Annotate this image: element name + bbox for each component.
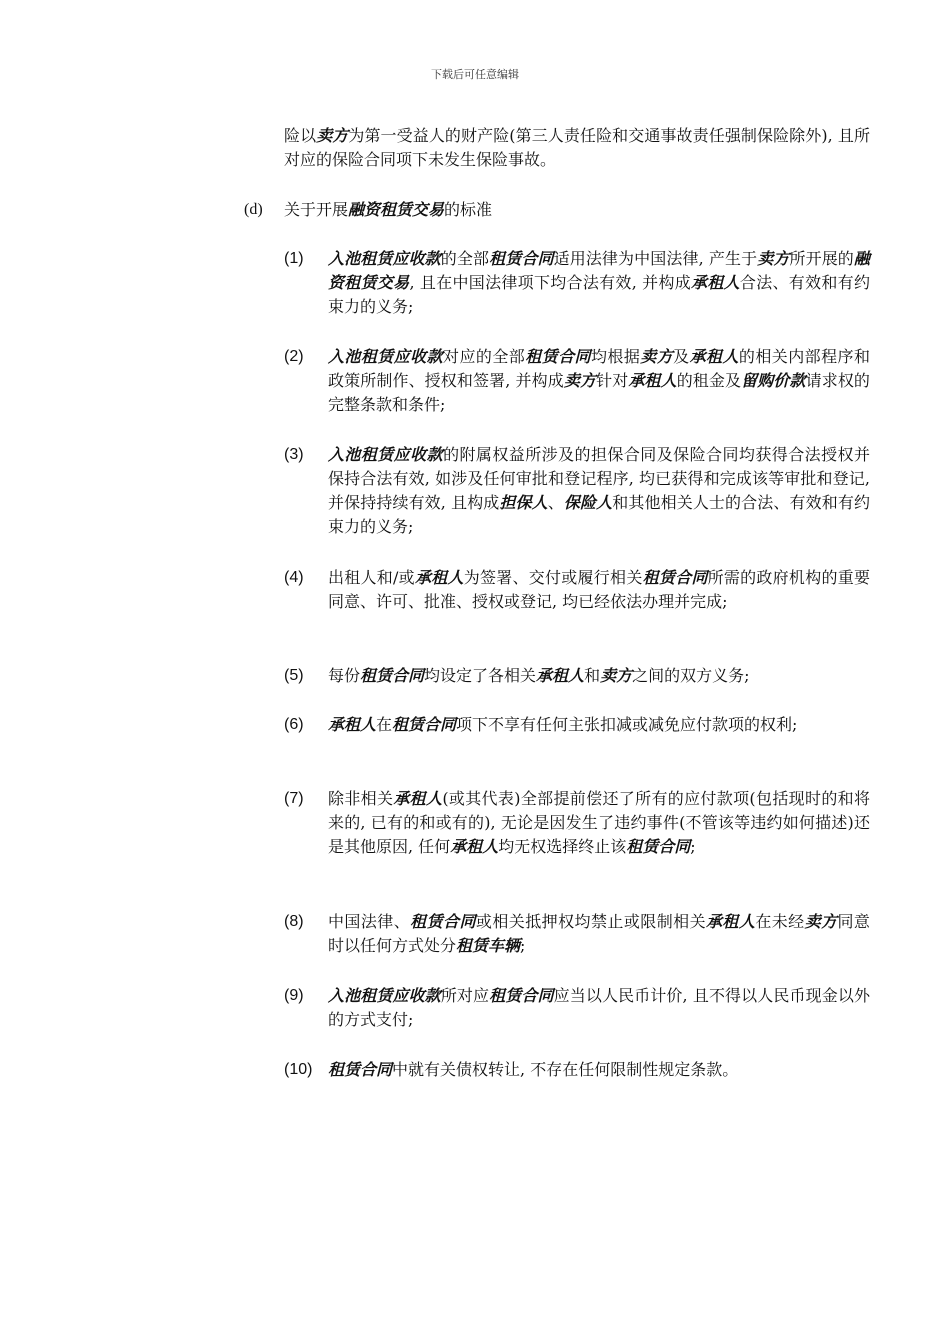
list-item	[284, 1058, 870, 1082]
text-run: 的租金及	[676, 371, 742, 390]
defined-term: 卖方	[757, 249, 790, 268]
item-number: (2)	[284, 348, 304, 365]
defined-term: 承租人	[393, 789, 443, 808]
text-run: 请求权的完整条款和条件;	[328, 371, 870, 414]
defined-term: 租赁合同	[410, 912, 476, 931]
defined-term: 租赁合同	[392, 715, 457, 734]
text-run: 所开展的	[789, 249, 854, 268]
text-run: 适用法律为中国法律, 产生于	[553, 249, 758, 268]
text-run: 为签署、交付或履行相关	[463, 568, 643, 587]
defined-term: 留购价款	[741, 371, 806, 390]
text-run: 出租人和/或	[328, 568, 415, 587]
text-run: 均根据	[590, 347, 641, 366]
text-run: 在未经	[755, 912, 805, 931]
text-run: 应当以人民币计价, 且不得以人民币现金以外的方式支付;	[328, 986, 870, 1029]
item-number: (8)	[284, 913, 304, 930]
defined-term: 承租人	[536, 666, 585, 685]
text-run: 的相关内部程序和政策所制作、授权和签署, 并构成	[328, 347, 870, 390]
defined-term: 保险人	[563, 493, 613, 512]
text-run: 项下不享有任何主张扣减或减免应付款项的权利;	[456, 715, 798, 734]
item-text	[328, 566, 870, 614]
text-run: 及	[673, 347, 690, 366]
text-run: 均无权选择终止该	[498, 837, 627, 856]
text-run: 、	[547, 493, 564, 512]
text-run: 对应的全部	[443, 347, 526, 366]
defined-term: 租赁合同	[328, 1060, 393, 1079]
defined-term: 入池租赁应收款	[328, 986, 441, 1005]
defined-term: 融资租赁交易	[348, 200, 445, 219]
text-run: ;	[520, 936, 526, 955]
defined-term: 承租人	[691, 273, 740, 292]
text-run: 的全部	[440, 249, 490, 268]
defined-term: 承租人	[689, 347, 739, 366]
text-run: 所对应	[440, 986, 490, 1005]
item-text	[328, 247, 870, 319]
list-item	[284, 443, 870, 539]
text-run: ;	[690, 837, 696, 856]
defined-term: 卖方	[640, 347, 674, 366]
text-run: 或相关抵押权均禁止或限制相关	[475, 912, 706, 931]
list-item	[284, 664, 870, 688]
item-text	[328, 787, 870, 859]
text-run: , 且在中国法律项下均合法有效, 并构成	[409, 273, 692, 292]
item-text	[328, 443, 870, 539]
defined-term: 入池租赁应收款	[328, 445, 444, 464]
item-number: (1)	[284, 250, 304, 267]
defined-term: 融资租赁交易	[328, 249, 870, 292]
text-run: 在	[376, 715, 393, 734]
text-run: 关于开展	[284, 200, 349, 219]
page-header: 下载后可任意编辑	[431, 68, 519, 81]
text-run: 均设定了各相关	[424, 666, 537, 685]
item-text	[328, 713, 870, 737]
defined-term: 承租人	[628, 371, 677, 390]
text-run: 险以	[284, 126, 317, 145]
list-item	[284, 787, 870, 859]
item-number: (3)	[284, 446, 304, 463]
list-item	[284, 984, 870, 1032]
list-item	[284, 566, 870, 614]
defined-term: 承租人	[450, 837, 499, 856]
text-run: 和其他相关人士的合法、有效和有约束力的义务;	[328, 493, 870, 536]
text-run: (或其代表)全部提前偿还了所有的应付款项(包括现时的和将来的, 已有的和或有的), 无论是因发生了违约事件(不管该等违约如何描述)还是其他原因, 任何	[328, 789, 870, 856]
text-run: 针对	[596, 371, 629, 390]
defined-term: 卖方	[600, 666, 633, 685]
text-run: 所需的政府机构的重要同意、许可、批准、授权或登记, 均已经依法办理并完成;	[328, 568, 870, 611]
text-run: 中就有关债权转让, 不存在任何限制性规定条款。	[392, 1060, 739, 1079]
item-text	[328, 1058, 870, 1082]
defined-term: 租赁合同	[360, 666, 425, 685]
defined-term: 承租人	[414, 568, 464, 587]
defined-term: 租赁合同	[489, 986, 554, 1005]
item-number: (7)	[284, 790, 304, 807]
text-run: 的标准	[444, 200, 493, 219]
item-number: (9)	[284, 987, 304, 1004]
defined-term: 租赁车辆	[456, 936, 521, 955]
item-text	[328, 984, 870, 1032]
list-item	[284, 247, 870, 319]
text-run: 中国法律、	[328, 912, 411, 931]
defined-term: 租赁合同	[642, 568, 708, 587]
text-run: 和	[584, 666, 601, 685]
defined-term: 卖方	[316, 126, 349, 145]
text-run: 合法、有效和有约束力的义务;	[328, 273, 870, 316]
item-number: (5)	[284, 667, 304, 684]
list-item	[284, 713, 870, 737]
defined-term: 承租人	[706, 912, 756, 931]
intro-paragraph	[284, 124, 870, 172]
text-run: 之间的双方义务;	[632, 666, 750, 685]
item-number: (10)	[284, 1061, 313, 1078]
text-run: 同意时以任何方式处分	[328, 912, 870, 955]
list-item	[284, 910, 870, 958]
list-item	[284, 345, 870, 417]
section-number: (d)	[244, 201, 263, 218]
defined-term: 卖方	[563, 371, 597, 390]
defined-term: 租赁合同	[626, 837, 691, 856]
section-heading	[284, 198, 870, 222]
defined-term: 担保人	[499, 493, 548, 512]
defined-term: 承租人	[328, 715, 377, 734]
text-run: 每份	[328, 666, 361, 685]
item-text	[328, 910, 870, 958]
defined-term: 入池租赁应收款	[328, 347, 444, 366]
defined-term: 卖方	[804, 912, 838, 931]
item-number: (4)	[284, 569, 304, 586]
text-run: 为第一受益人的财产险(第三人责任险和交通事故责任强制保险除外), 且所对应的保险合同项下未发生保险事故。	[284, 126, 870, 169]
section-d	[244, 198, 870, 222]
item-text	[328, 664, 870, 688]
defined-term: 入池租赁应收款	[328, 249, 441, 268]
text-run: 的附属权益所涉及的担保合同及保险合同均获得合法授权并保持合法有效, 如涉及任何审批和登记程序, 均已获得和完成该等审批和登记, 并保持持续有效, 且构成	[328, 445, 870, 512]
defined-term: 租赁合同	[525, 347, 591, 366]
item-text	[328, 345, 870, 417]
item-number: (6)	[284, 716, 304, 733]
text-run: 除非相关	[328, 789, 394, 808]
defined-term: 租赁合同	[489, 249, 554, 268]
